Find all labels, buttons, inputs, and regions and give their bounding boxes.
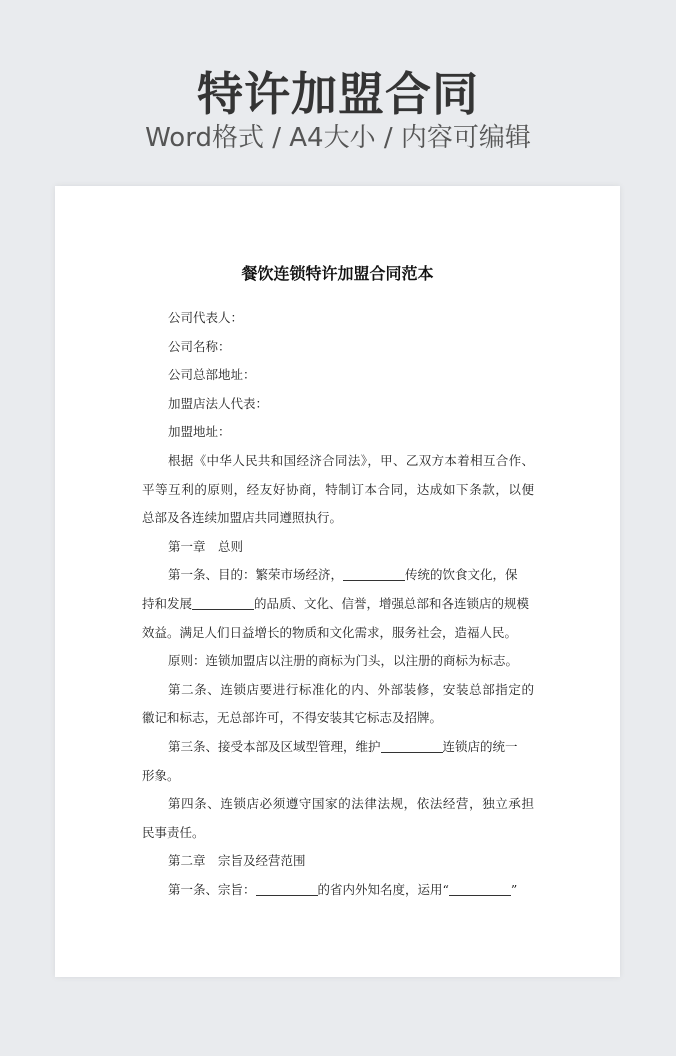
article-1-text-c: 持和发展 bbox=[142, 595, 193, 611]
article-2-line-1: 第二条、连锁店要进行标准化的内、外部装修，安装总部指定的 bbox=[168, 681, 534, 697]
blank-line bbox=[343, 566, 405, 581]
article-1-text-b: 传统的饮食文化，保 bbox=[405, 567, 518, 583]
document-body bbox=[142, 304, 534, 904]
page-subtitle: Word格式 / A4大小 / 内容可编辑 bbox=[145, 123, 531, 153]
article-1-text-a: 第一条、目的：繁荣市场经济， bbox=[168, 567, 344, 583]
intro-line-2: 平等互利的原则，经友好协商，特制订本合同，达成如下条款，以便 bbox=[142, 481, 534, 497]
article-3-line-2: 形象。 bbox=[142, 767, 180, 783]
document-sheet bbox=[55, 186, 620, 977]
field-company-rep: 公司代表人： bbox=[168, 310, 244, 325]
principle-line: 原则：连锁加盟店以注册的商标为门头，以注册的商标为标志。 bbox=[168, 653, 519, 669]
blank-line bbox=[192, 595, 254, 610]
field-franchise-address: 加盟地址： bbox=[168, 424, 231, 440]
ch2-art1-text-b: 的省内外知名度，运用“ bbox=[317, 881, 449, 897]
blank-line bbox=[449, 881, 511, 896]
article-1-line-2 bbox=[142, 590, 534, 619]
document-title: 餐饮连锁特许加盟合同范本 bbox=[241, 264, 434, 283]
article-2-line-2: 徽记和标志，无总部许可，不得安装其它标志及招牌。 bbox=[142, 710, 443, 726]
blank-line bbox=[381, 738, 443, 753]
article-1-text-d: 的品质、文化、信誉，增强总部和各连锁店的规模 bbox=[254, 595, 530, 611]
chapter-2-article-1-line-1 bbox=[142, 876, 534, 905]
article-3-line-1 bbox=[142, 733, 534, 762]
intro-line-3: 总部及各连续加盟店共同遵照执行。 bbox=[142, 510, 343, 526]
article-3-text-a: 第三条、接受本部及区域型管理，维护 bbox=[168, 738, 381, 754]
article-1-line-3: 效益。满足人们日益增长的物质和文化需求，服务社会，造福人民。 bbox=[142, 624, 518, 640]
article-1-line-1 bbox=[142, 561, 534, 590]
article-4-line-1: 第四条、连锁店必须遵守国家的法律法规，依法经营，独立承担 bbox=[168, 796, 534, 812]
field-company-name: 公司名称： bbox=[168, 338, 231, 354]
field-hq-address: 公司总部地址： bbox=[168, 367, 256, 383]
ch2-art1-text-c: ” bbox=[510, 881, 518, 897]
field-franchise-legal-rep: 加盟店法人代表： bbox=[168, 395, 269, 411]
page-title: 特许加盟合同 bbox=[197, 67, 479, 121]
chapter-1-heading: 第一章 总则 bbox=[168, 538, 244, 554]
blank-line bbox=[256, 881, 318, 896]
intro-line-1: 根据《中华人民共和国经济合同法》，甲、乙双方本着相互合作、 bbox=[168, 452, 534, 468]
article-3-text-b: 连锁店的统一 bbox=[442, 738, 518, 754]
chapter-2-heading: 第二章 宗旨及经营范围 bbox=[168, 853, 306, 869]
ch2-art1-text-a: 第一条、宗旨： bbox=[168, 881, 256, 897]
article-4-line-2: 民事责任。 bbox=[142, 824, 205, 840]
